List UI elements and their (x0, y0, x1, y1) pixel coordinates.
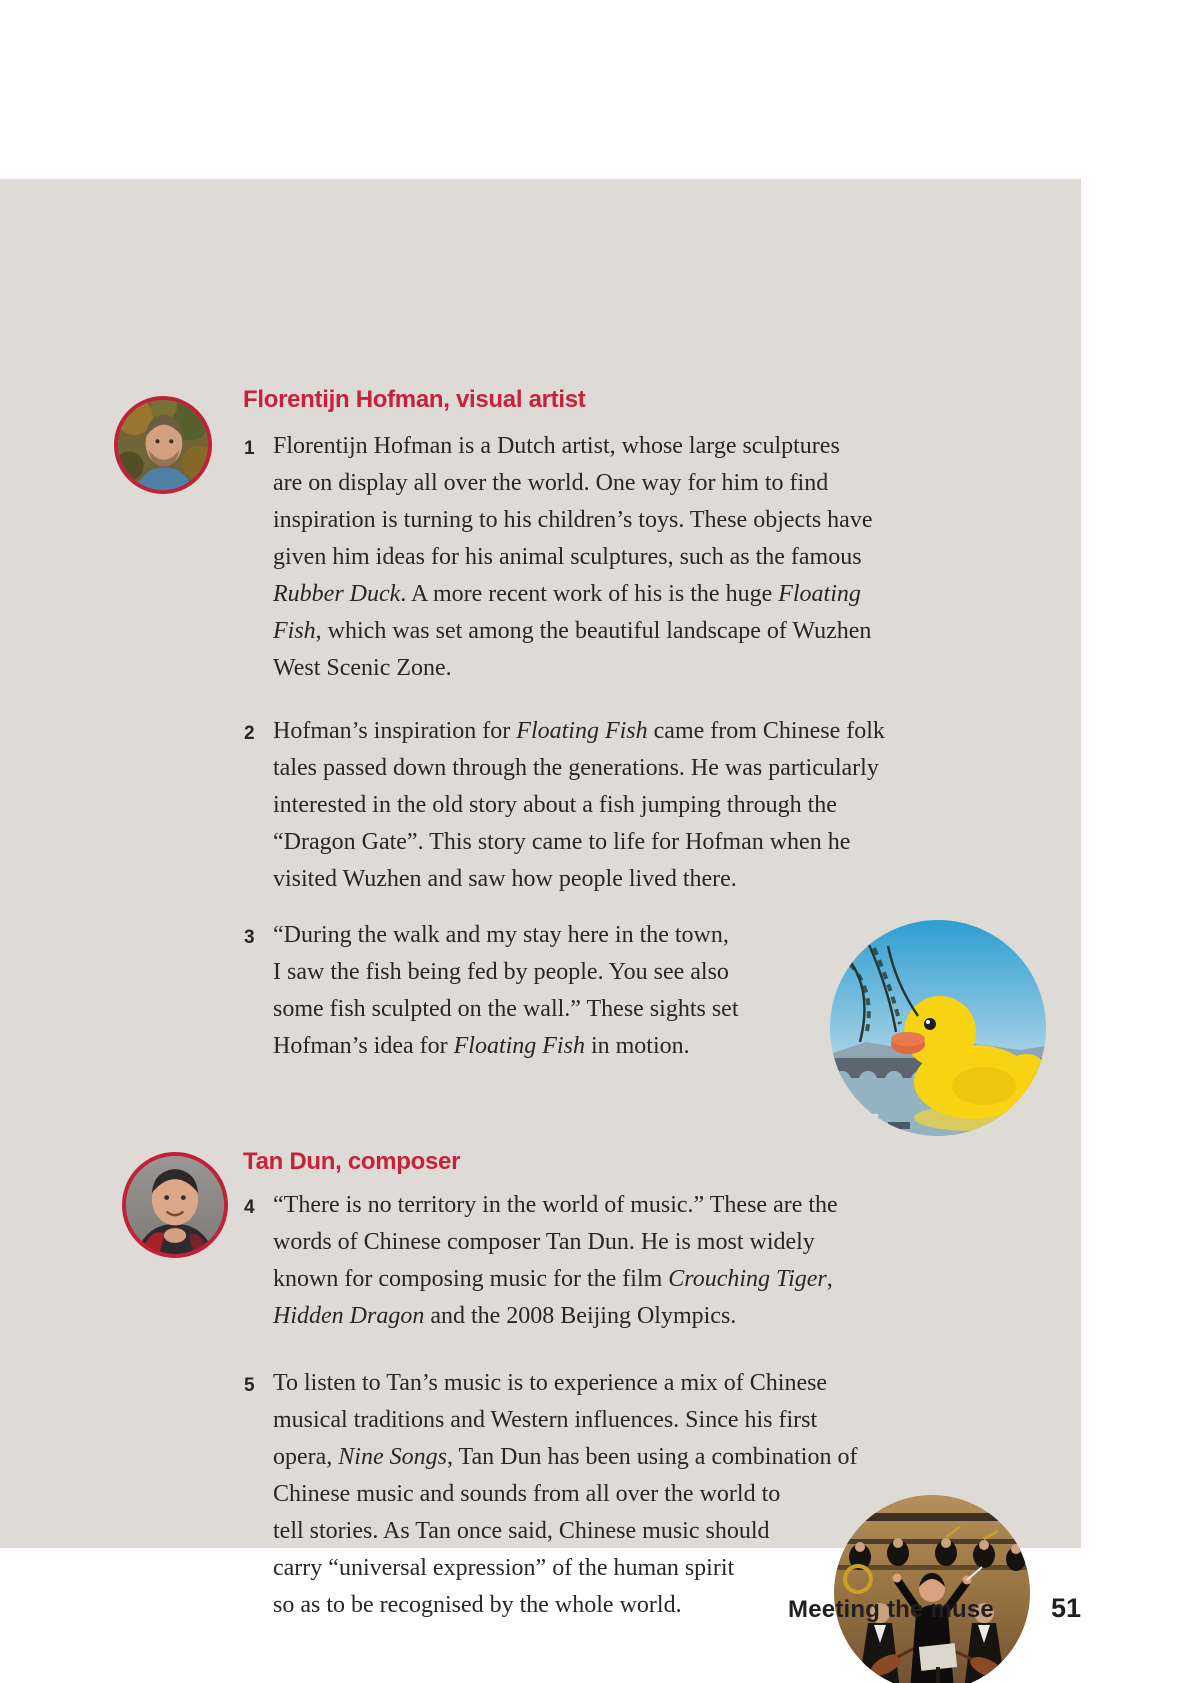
paragraph-2 (244, 713, 924, 898)
text-line: tales passed down through the generations. He was particularly (273, 755, 879, 781)
paragraph-4 (244, 1187, 924, 1335)
text-line: “Dragon Gate”. This story came to life for Hofman when he (273, 829, 851, 855)
text-line: Hidden Dragon and the 2008 Beijing Olympics. (273, 1303, 737, 1329)
paragraph-number: 4 (244, 1197, 255, 1218)
text-line: Fish, which was set among the beautiful landscape of Wuzhen (273, 618, 872, 644)
text-line: Hofman’s inspiration for Floating Fish came from Chinese folk (273, 718, 885, 744)
rubber-duck-illustration (830, 920, 1046, 1136)
tan-dun-portrait-illustration (126, 1156, 224, 1254)
footer-section-title: Meeting the muse (788, 1596, 994, 1623)
text-line: some fish sculpted on the wall.” These sights set (273, 996, 739, 1022)
text-line: carry “universal expression” of the human spirit (273, 1555, 735, 1581)
text-line: opera, Nine Songs, Tan Dun has been using a combination of (273, 1444, 858, 1470)
text-line: “During the walk and my stay here in the town, (273, 922, 729, 948)
hofman-portrait-photo (114, 396, 212, 494)
paragraph-text (273, 428, 924, 687)
paragraph-1 (244, 428, 924, 687)
paragraph-3 (244, 917, 804, 1065)
text-line: interested in the old story about a fish jumping through the (273, 792, 837, 818)
orchestra-illustration (834, 1495, 1030, 1683)
paragraph-number: 5 (244, 1375, 255, 1396)
text-line: musical traditions and Western influences. Since his first (273, 1407, 818, 1433)
footer-page-number: 51 (1050, 1593, 1081, 1623)
text-line: Florentijn Hofman is a Dutch artist, whose large sculptures (273, 433, 840, 459)
text-line: known for composing music for the film Crouching Tiger, (273, 1266, 833, 1292)
text-line: visited Wuzhen and saw how people lived there. (273, 866, 737, 892)
text-line: inspiration is turning to his children’s toys. These objects have (273, 507, 873, 533)
text-line: so as to be recognised by the whole world. (273, 1592, 682, 1618)
text-line: given him ideas for his animal sculptures, such as the famous (273, 544, 862, 570)
paragraph-text (273, 1187, 924, 1335)
paragraph-text (273, 917, 804, 1065)
section-heading-hofman: Florentijn Hofman, visual artist (243, 386, 586, 413)
hofman-portrait-illustration (118, 400, 208, 490)
text-line: Hofman’s idea for Floating Fish in motion. (273, 1033, 690, 1059)
orchestra-photo (834, 1495, 1030, 1683)
text-line: Rubber Duck. A more recent work of his is the huge Floating (273, 581, 861, 607)
text-line: tell stories. As Tan once said, Chinese music should (273, 1518, 770, 1544)
paragraph-text (273, 1365, 924, 1624)
text-line: Chinese music and sounds from all over the world to (273, 1481, 781, 1507)
page-footer (788, 1593, 1081, 1624)
text-line: I saw the fish being fed by people. You see also (273, 959, 729, 985)
paragraph-number: 1 (244, 438, 255, 459)
paragraph-number: 2 (244, 723, 255, 744)
paragraph-text (273, 713, 924, 898)
section-heading-tan-dun: Tan Dun, composer (243, 1148, 461, 1175)
text-line: are on display all over the world. One way for him to find (273, 470, 829, 496)
text-line: To listen to Tan’s music is to experience a mix of Chinese (273, 1370, 828, 1396)
text-line: West Scenic Zone. (273, 655, 452, 681)
text-line: words of Chinese composer Tan Dun. He is most widely (273, 1229, 815, 1255)
paragraph-5 (244, 1365, 924, 1624)
rubber-duck-photo (830, 920, 1046, 1136)
text-line: “There is no territory in the world of music.” These are the (273, 1192, 838, 1218)
paragraph-number: 3 (244, 927, 255, 948)
tan-dun-portrait-photo (122, 1152, 228, 1258)
